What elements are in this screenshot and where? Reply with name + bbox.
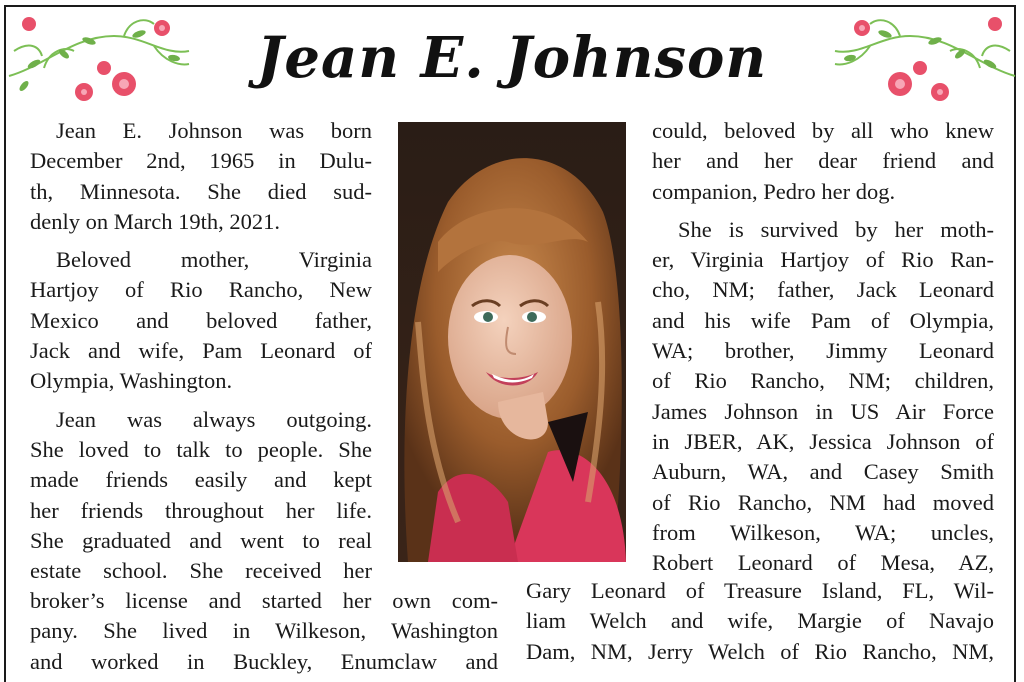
left-column — [30, 116, 372, 586]
text-line: and worked in Buckley, Enumclaw and — [30, 648, 498, 674]
text-line: Mexico and beloved father, — [30, 307, 372, 333]
text-line: er, Virginia Hartjoy of Rio Ran- — [652, 247, 994, 273]
text-line: liam Welch and wife, Margie of Navajo — [526, 608, 994, 634]
text-line: made friends easily and kept — [30, 467, 372, 493]
text-line: her friends throughout her life. — [30, 497, 372, 523]
text-line: cho, NM; father, Jack Leonard — [652, 277, 994, 303]
text-line: December 2nd, 1965 in Dulu- — [30, 148, 372, 174]
text-line: her and her dear friend and — [652, 148, 994, 174]
text-line: of Rio Rancho, NM; children, — [652, 368, 994, 394]
text-line: from Wilkeson, WA; uncles, — [652, 519, 994, 545]
text-line: Hartjoy of Rio Rancho, New — [30, 277, 372, 303]
text-line: could, beloved by all who knew — [652, 118, 994, 143]
portrait-image — [398, 122, 626, 562]
text-line: Beloved mother, Virginia — [56, 247, 372, 273]
text-line: WA; brother, Jimmy Leonard — [652, 338, 994, 364]
text-line: and his wife Pam of Olympia, — [652, 307, 994, 333]
text-line: Gary Leonard of Treasure Island, FL, Wil- — [526, 578, 994, 603]
text-line: estate school. She received her — [30, 558, 372, 584]
text-line: She is survived by her moth- — [678, 216, 994, 242]
text-line: th, Minnesota. She died sud- — [30, 178, 372, 204]
text-line: denly on March 19th, 2021. — [30, 208, 280, 234]
text-line: companion, Pedro her dog. — [652, 178, 896, 204]
text-line: broker’s license and started her own com- — [30, 588, 498, 613]
text-line: She loved to talk to people. She — [30, 436, 372, 462]
text-line: She graduated and went to real — [30, 527, 372, 553]
text-line: Olympia, Washington. — [30, 368, 233, 394]
text-line: in JBER, AK, Jessica Johnson of — [652, 428, 994, 454]
portrait-photo — [398, 122, 626, 562]
text-line: Auburn, WA, and Casey Smith — [652, 459, 994, 485]
floral-ornament-left — [4, 6, 194, 106]
text-line: Jean was always outgoing. — [56, 406, 372, 432]
text-line: Dam, NM, Jerry Welch of Rio Rancho, NM, — [526, 638, 994, 664]
wide-right-text — [526, 576, 994, 667]
right-column — [652, 116, 994, 578]
floral-ornament-right — [830, 6, 1020, 106]
text-line: of Rio Rancho, NM had moved — [652, 489, 994, 515]
text-line: Robert Leonard of Mesa, AZ, — [652, 550, 994, 576]
obituary-title: Jean E. Johnson — [256, 25, 768, 91]
wide-left-text — [30, 586, 498, 677]
text-line: Jean E. Johnson was born — [56, 118, 372, 143]
text-line: Jack and wife, Pam Leonard of — [30, 338, 372, 364]
text-line: James Johnson in US Air Force — [652, 398, 994, 424]
text-line: pany. She lived in Wilkeson, Washington — [30, 618, 498, 644]
